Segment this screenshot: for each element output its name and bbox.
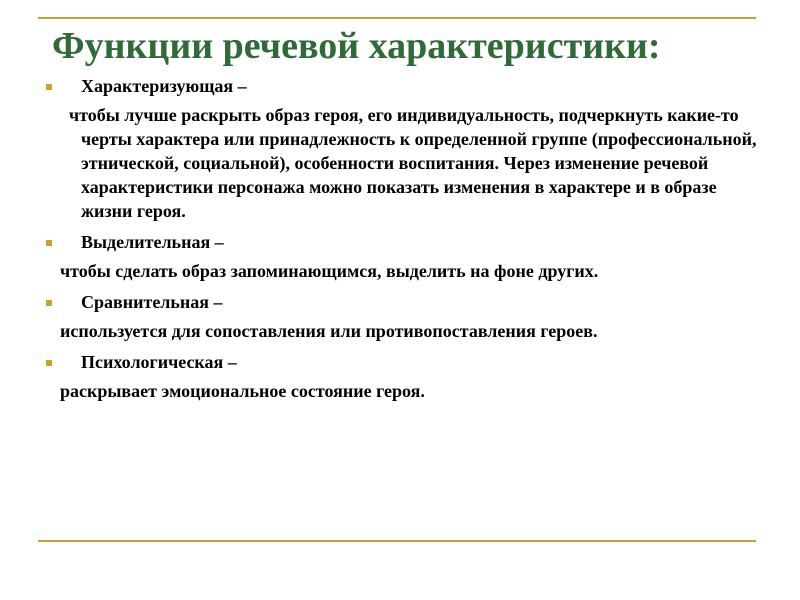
top-divider <box>38 17 756 19</box>
bottom-divider <box>38 540 756 542</box>
item-label: Характеризующая – <box>81 76 247 96</box>
item-label: Выделительная – <box>81 232 224 252</box>
square-bullet-icon <box>46 300 52 306</box>
square-bullet-icon <box>46 84 52 90</box>
list-item-comparative <box>40 290 770 314</box>
item-description: чтобы сделать образ запоминающимся, выделить на фоне других. <box>60 261 599 281</box>
list-item-distinguishing <box>40 230 770 254</box>
item-description: чтобы лучше раскрыть образ героя, его индивидуальность, подчеркнуть какие-то черты характера или принадлежность к определенной группе (профессиональной, этнической, социальной), особенности воспитания. Через изменение речевой характеристики персонажа можно показать изменения в характере и в образе жизни героя. <box>69 105 757 221</box>
square-bullet-icon <box>46 240 52 246</box>
item-label: Сравнительная – <box>81 292 223 312</box>
slide-body <box>40 74 770 410</box>
list-item-characterizing <box>40 74 770 98</box>
item-description: используется для сопоставления или противопоставления героев. <box>60 321 598 341</box>
list-item-psychological <box>40 350 770 374</box>
item-label: Психологическая – <box>81 352 237 372</box>
item-description: раскрывает эмоциональное состояние героя. <box>60 381 425 401</box>
slide-title: Функции речевой характеристики: <box>52 25 661 67</box>
square-bullet-icon <box>46 360 52 366</box>
